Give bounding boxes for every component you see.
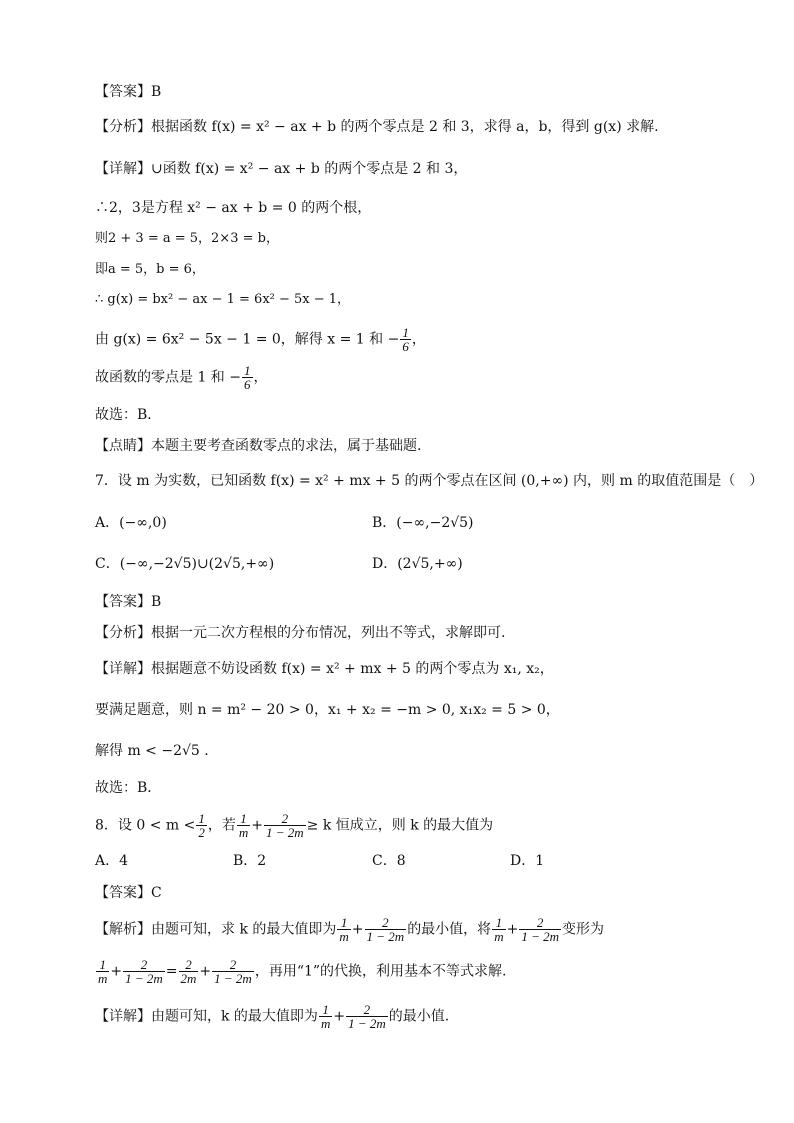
fraction-one-over-m: $\frac{1}{m}$ <box>339 915 349 944</box>
q6-choose: 故选：B． <box>95 407 162 423</box>
q8-stem: 8．设 0 < m < $\frac{1}{2}$ ，若 $\frac{1}{m}$ + $\frac{2}{1 - 2m}$ ≥ k 恒成立，则 k 的最大值为 <box>95 811 494 840</box>
q6-detail-line-4: 即a = 5，b = 6， <box>95 262 205 277</box>
q6-comment: 【点睛】本题主要考查函数零点的求法，属于基础题. <box>95 438 422 454</box>
q6-answer: 【答案】B <box>95 84 162 100</box>
fraction-two-over-one-minus-2m: $\frac{2}{1 - 2m}$ <box>265 811 304 840</box>
q8-option-c: C．8 <box>372 853 406 869</box>
q7-analysis: 【分析】根据一元二次方程根的分布情况，列出不等式，求解即可. <box>95 625 506 641</box>
fraction-one-sixth: $\frac{1}{6}$ <box>402 325 409 354</box>
fraction-one-over-m: $\frac{1}{m}$ <box>98 957 108 986</box>
fraction-two-over-one-minus-2m: $\frac{2}{1 - 2m}$ <box>348 1002 386 1031</box>
fraction-two-over-one-minus-2m: $\frac{2}{1 - 2m}$ <box>125 957 163 986</box>
q7-detail-line-1: 【详解】根据题意不妨设函数 f(x) = x² + mx + 5 的两个零点为 x₁, x₂， <box>95 661 554 677</box>
q7-stem: 7．设 m 为实数，已知函数 f(x) = x² + mx + 5 的两个零点在区间 (0,+∞) 内，则 m 的取值范围是（ ） <box>95 473 764 489</box>
fraction-one-half: $\frac{1}{2}$ <box>198 811 205 840</box>
fraction-one-over-m: $\frac{1}{m}$ <box>494 915 504 944</box>
fraction-two-over-2m: $\frac{2}{2m}$ <box>180 957 197 986</box>
q6-analysis: 【分析】根据函数 f(x) = x² − ax + b 的两个零点是 2 和 3，求得 a，b，得到 g(x) 求解. <box>95 119 659 135</box>
q7-option-d: D．(2√5,+∞) <box>372 556 463 572</box>
q6-detail-line-6-text: 由 g(x) = 6x² − 5x − 1 = 0，解得 x = 1 和 − <box>95 331 400 348</box>
fraction-one-sixth: $\frac{1}{6}$ <box>244 363 251 392</box>
q7-choose: 故选：B． <box>95 780 162 796</box>
fraction-one-over-m: $\frac{1}{m}$ <box>320 1002 331 1031</box>
q6-detail-line-1: 【详解】∪函数 f(x) = x² − ax + b 的两个零点是 2 和 3， <box>95 161 468 177</box>
fraction-two-over-one-minus-2m: $\frac{2}{1 - 2m}$ <box>521 915 559 944</box>
q7-detail-line-3: 解得 m < −2√5 . <box>95 743 209 759</box>
q8-analysis-line-1: 【解析】由题可知，求 k 的最大值即为 $\frac{1}{m}$ + $\frac{2}{1 - 2m}$ 的最小值，将 $\frac{1}{m}$ + $\frac{2}{1 - 2m}$ 变形为 <box>95 915 604 944</box>
q8-analysis-line-2: $\frac{1}{m}$ + $\frac{2}{1 - 2m}$ = $\frac{2}{2m}$ + $\frac{2}{1 - 2m}$ ，再用“1”的代换，利用基本不等式求解. <box>98 957 507 986</box>
fraction-two-over-one-minus-2m: $\frac{2}{1 - 2m}$ <box>214 957 252 986</box>
q6-detail-line-7-text: 故函数的零点是 1 和 − <box>95 369 241 386</box>
q7-detail-line-2: 要满足题意，则 n = m² − 20 > 0，x₁ + x₂ = −m > 0, x₁x₂ = 5 > 0， <box>95 702 560 718</box>
q8-option-a: A．4 <box>95 853 129 869</box>
fraction-one-over-m: $\frac{1}{m}$ <box>238 811 249 840</box>
fraction-two-over-one-minus-2m: $\frac{2}{1 - 2m}$ <box>366 915 405 944</box>
q7-answer: 【答案】B <box>95 594 162 610</box>
q8-option-b: B．2 <box>233 853 267 869</box>
q8-detail: 【详解】由题可知，k 的最大值即为 $\frac{1}{m}$ + $\frac{2}{1 - 2m}$ 的最小值. <box>95 1002 450 1031</box>
q8-option-d: D．1 <box>510 853 545 869</box>
q6-detail-line-3: 则2 + 3 = a = 5，2×3 = b， <box>95 231 279 246</box>
q6-detail-line-7: 故函数的零点是 1 和 − $\frac{1}{6}$ ， <box>95 363 268 392</box>
q6-detail-line-2: ∴2，3是方程 x² − ax + b = 0 的两个根， <box>95 200 372 216</box>
q7-option-b: B．(−∞,−2√5) <box>372 515 474 531</box>
q6-detail-line-5: ∴ g(x) = bx² − ax − 1 = 6x² − 5x − 1， <box>95 292 351 307</box>
q6-detail-line-6: 由 g(x) = 6x² − 5x − 1 = 0，解得 x = 1 和 − $\frac{1}{6}$ ， <box>95 325 426 354</box>
q7-option-a: A．(−∞,0) <box>95 515 167 531</box>
q7-option-c: C．(−∞,−2√5)∪(2√5,+∞) <box>95 556 275 572</box>
q8-answer: 【答案】C <box>95 885 162 901</box>
